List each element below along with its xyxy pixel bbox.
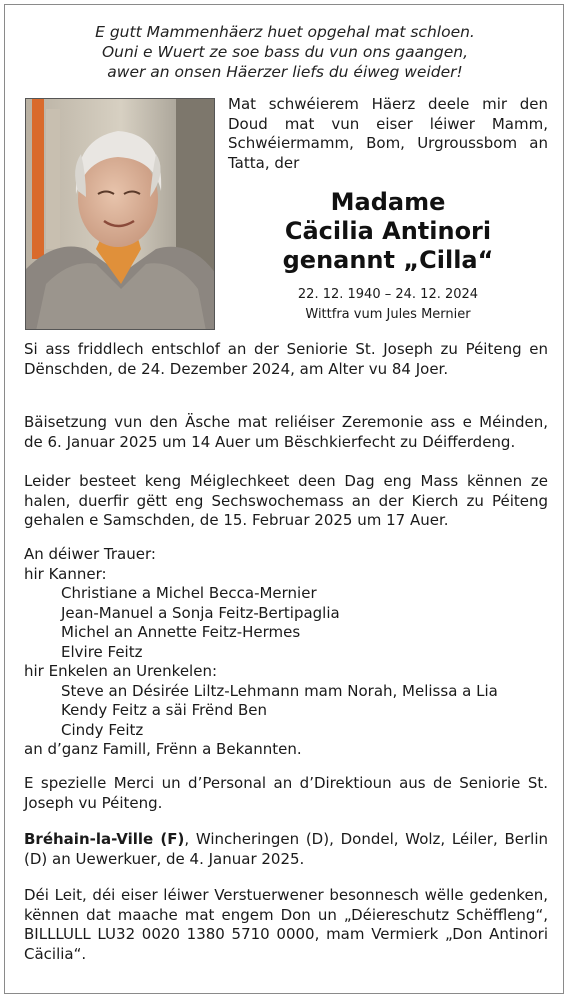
widow-line: Wittfra vum Jules Mernier xyxy=(305,307,471,322)
family-line: an d’ganz Famill, Frënn a Bekannten. xyxy=(24,740,302,758)
list-item: Christiane a Michel Becca-Mernier xyxy=(61,584,317,602)
burial-notice: Bäisetzung vun den Äsche mat reliéiser Zeremonie ass e Méinden, de 6. Januar 2025 um 14 Auer um Bëschkierfecht zu Déifferdeng. xyxy=(24,413,548,451)
mass-notice: Leider besteet keng Méiglechkeet deen Dag eng Mass kënnen ze halen, duerfir gëtt eng Sechswochemass an der Kierch zu Péiteng gehalen e Samschden, de 15. Februar 2025 um 17 Auer. xyxy=(24,472,548,529)
life-dates-block xyxy=(228,285,548,325)
verse-line: E gutt Mammenhäerz huet opgehal mat schloen. xyxy=(95,23,475,41)
death-notice: Si ass friddlech entschlof an der Seniorie St. Joseph zu Péiteng en Dënschden, de 24. Dezember 2024, am Alter vu 84 Joer. xyxy=(24,340,548,378)
verse-line: Ouni e Wuert ze soe bass du vun ons gaangen, xyxy=(101,43,469,61)
list-item: Elvire Feitz xyxy=(61,642,143,661)
list-item: Steve an Désirée Liltz-Lehmann mam Norah, Melissa a Lia xyxy=(61,681,498,700)
portrait-photo xyxy=(25,98,215,330)
children-label: hir Kanner: xyxy=(24,564,107,583)
verse-line: awer an onsen Häerzer liefs du éiweg weider! xyxy=(107,63,463,81)
name-full: Cäcilia Antinori xyxy=(284,217,492,245)
life-dates: 22. 12. 1940 – 24. 12. 2024 xyxy=(297,287,479,302)
intro-text: Mat schwéierem Häerz deele mir den Doud mat vun eiser léiwer Mamm, Schwéiermamm, Bom, Urgroussbom an Tatta, der xyxy=(228,95,548,172)
donation-text: Déi Leit, déi eiser léiwer Verstuerwener besonnesch wëlle gedenken, kënnen dat maache mat engem Don un „Déiereschutz Schëffleng“, BILLLULL LU32 0020 1380 5710 0000, mam Vermierk „Don Antinori Cäcilia“. xyxy=(24,886,548,963)
name-nickname: genannt „Cilla“ xyxy=(282,246,494,274)
place-rest: , Wincheringen (D), Dondel, Wolz, Léiler, Berlin (D) an Uewerkuer, de 4. Januar 2025. xyxy=(24,830,548,868)
grandchildren-label: hir Enkelen an Urenkelen: xyxy=(24,662,218,680)
mourners-list xyxy=(24,545,548,760)
name-title: Madame xyxy=(330,188,446,216)
memorial-verse xyxy=(0,22,570,82)
list-item: Cindy Feitz xyxy=(61,720,144,739)
place-date-text xyxy=(24,830,548,869)
place-bold: Bréhain-la-Ville (F) xyxy=(24,830,185,848)
list-item: Michel an Annette Feitz-Hermes xyxy=(61,623,301,641)
deceased-name xyxy=(228,188,548,275)
list-item: Kendy Feitz a säi Frënd Ben xyxy=(61,701,268,719)
list-item: Jean-Manuel a Sonja Feitz-Bertipaglia xyxy=(61,603,340,622)
mourners-intro: An déiwer Trauer: xyxy=(24,545,156,563)
thanks-text: E spezielle Merci un d’Personal an d’Direktioun aus de Seniorie St. Joseph vu Péiteng. xyxy=(24,774,548,812)
